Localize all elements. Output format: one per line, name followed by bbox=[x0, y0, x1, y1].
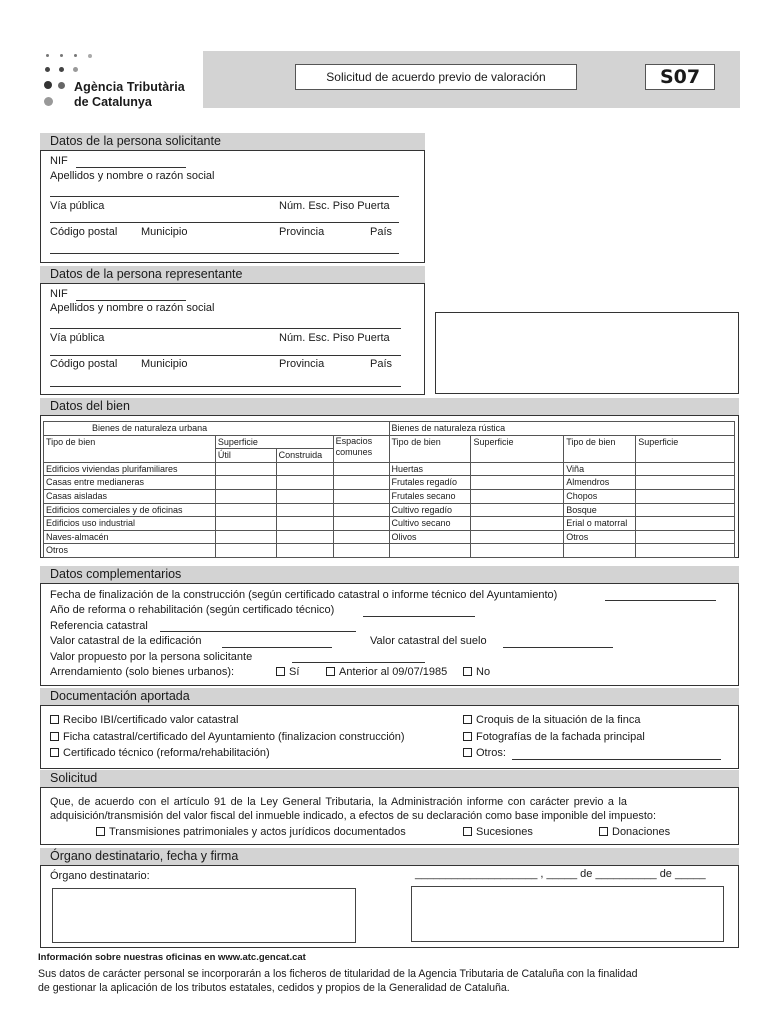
rep-pais-label: País bbox=[370, 358, 393, 370]
footer-privacy-1: Sus datos de carácter personal se incorporarán a los ficheros de titularidad de la Agencia Tributaria de Cataluña con la finalidad bbox=[38, 968, 638, 980]
table-cell-input[interactable] bbox=[215, 544, 276, 558]
checkbox-icon bbox=[50, 732, 59, 741]
solicitud-transmisiones[interactable]: Transmisiones patrimoniales y actos jurídicos documentados bbox=[96, 826, 406, 838]
table-cell-input[interactable] bbox=[636, 462, 735, 476]
rep-via-label: Vía pública bbox=[50, 332, 105, 344]
section-solicitud: Solicitud bbox=[40, 770, 739, 787]
rep-nombre-label: Apellidos y nombre o razón social bbox=[50, 302, 215, 314]
footer-privacy-2: de gestionar la aplicación de los tributos estatales, cedidos y propios de la Generalidad de Cataluña. bbox=[38, 982, 510, 994]
checkbox-icon bbox=[463, 715, 472, 724]
section-solicitante: Datos de la persona solicitante bbox=[40, 133, 425, 150]
municipio-label: Municipio bbox=[141, 226, 188, 238]
section-representante: Datos de la persona representante bbox=[40, 266, 425, 283]
checkbox-icon bbox=[599, 827, 608, 836]
table-cell-input[interactable] bbox=[636, 544, 735, 558]
table-cell-label: Chopos bbox=[564, 489, 636, 503]
arrend-anterior[interactable]: Anterior al 09/07/1985 bbox=[326, 666, 447, 678]
bien-table bbox=[43, 421, 735, 558]
checkbox-icon bbox=[463, 748, 472, 757]
table-cell-label: Huertas bbox=[389, 462, 471, 476]
valor-edif-field[interactable] bbox=[222, 647, 332, 648]
table-cell-input[interactable] bbox=[276, 476, 333, 490]
table-cell-input[interactable] bbox=[333, 530, 389, 544]
doc-recibo[interactable]: Recibo IBI/certificado valor catastral bbox=[50, 714, 238, 726]
espacios-header: Espacios comunes bbox=[333, 435, 389, 462]
nif-label: NIF bbox=[50, 155, 68, 167]
via-field[interactable] bbox=[50, 222, 399, 223]
table-cell-input[interactable] bbox=[276, 544, 333, 558]
table-cell-input[interactable] bbox=[636, 530, 735, 544]
reforma-field[interactable] bbox=[363, 616, 475, 617]
fecha-label: Fecha de finalización de la construcción (según certificado catastral o informe técnico del Ayuntamiento) bbox=[50, 589, 558, 601]
checkbox-icon bbox=[326, 667, 335, 676]
section-organo: Órgano destinatario, fecha y firma bbox=[40, 848, 739, 865]
form-code: S07 bbox=[645, 64, 715, 90]
table-cell-label: Otros bbox=[564, 530, 636, 544]
num-label: Núm. Esc. Piso Puerta bbox=[279, 200, 390, 212]
form-title: Solicitud de acuerdo previo de valoración bbox=[295, 64, 577, 90]
table-cell-label: Cultivo regadío bbox=[389, 503, 471, 517]
table-cell-input[interactable] bbox=[215, 476, 276, 490]
solicitud-donaciones[interactable]: Donaciones bbox=[599, 826, 670, 838]
table-cell-label: Viña bbox=[564, 462, 636, 476]
reforma-label: Año de reforma o rehabilitación (según certificado técnico) bbox=[50, 604, 335, 616]
rep-nif-label: NIF bbox=[50, 288, 68, 300]
table-cell-label: Casas aisladas bbox=[44, 489, 216, 503]
table-cell-label bbox=[389, 544, 471, 558]
checkbox-icon bbox=[50, 715, 59, 724]
table-cell-input[interactable] bbox=[636, 476, 735, 490]
nombre-label: Apellidos y nombre o razón social bbox=[50, 170, 215, 182]
cp-field[interactable] bbox=[50, 253, 399, 254]
rep-provincia-label: Provincia bbox=[279, 358, 325, 370]
section-bien: Datos del bien bbox=[40, 398, 739, 415]
agency-name-line2: de Catalunya bbox=[74, 95, 152, 109]
valor-prop-label: Valor propuesto por la persona solicitante bbox=[50, 651, 253, 663]
table-cell-input[interactable] bbox=[215, 530, 276, 544]
table-cell-label: Frutales regadío bbox=[389, 476, 471, 490]
rep-cp-label: Código postal bbox=[50, 358, 118, 370]
table-cell-input[interactable] bbox=[471, 544, 564, 558]
table-cell-label: Edificios viviendas plurifamiliares bbox=[44, 462, 216, 476]
table-row bbox=[44, 489, 735, 503]
section-complementarios: Datos complementarios bbox=[40, 566, 739, 583]
table-cell-label: Bosque bbox=[564, 503, 636, 517]
checkbox-icon bbox=[463, 827, 472, 836]
table-cell-label bbox=[564, 544, 636, 558]
nombre-field[interactable] bbox=[50, 196, 399, 197]
table-cell-input[interactable] bbox=[333, 517, 389, 531]
nif-field[interactable] bbox=[76, 167, 186, 168]
tipo-rustica2-header: Tipo de bien bbox=[564, 435, 636, 462]
table-cell-input[interactable] bbox=[215, 489, 276, 503]
arrend-si[interactable]: Sí bbox=[276, 666, 299, 678]
table-row bbox=[44, 530, 735, 544]
table-cell-input[interactable] bbox=[636, 489, 735, 503]
table-row bbox=[44, 517, 735, 531]
table-cell-input[interactable] bbox=[333, 503, 389, 517]
section-documentacion: Documentación aportada bbox=[40, 688, 739, 705]
doc-otros-field[interactable] bbox=[512, 759, 721, 760]
table-cell-label: Casas entre medianeras bbox=[44, 476, 216, 490]
table-cell-label: Almendros bbox=[564, 476, 636, 490]
rep-nif-field[interactable] bbox=[76, 300, 186, 301]
table-cell-input[interactable] bbox=[333, 462, 389, 476]
rep-num-label: Núm. Esc. Piso Puerta bbox=[279, 332, 390, 344]
agency-name: Agència Tributària bbox=[74, 80, 185, 94]
checkbox-icon bbox=[50, 748, 59, 757]
provincia-label: Provincia bbox=[279, 226, 325, 238]
doc-fotos[interactable]: Fotografías de la fachada principal bbox=[463, 731, 645, 743]
cp-label: Código postal bbox=[50, 226, 118, 238]
footer-info: Información sobre nuestras oficinas en www.atc.gencat.cat bbox=[38, 952, 306, 963]
table-cell-input[interactable] bbox=[636, 517, 735, 531]
solicitud-text-2: adquisición/transmisión del valor fiscal del inmueble indicado, a efectos de su declaración como base imponible del impuesto: bbox=[50, 810, 656, 822]
table-cell-input[interactable] bbox=[471, 476, 564, 490]
pais-label: País bbox=[370, 226, 393, 238]
fecha-firma-line[interactable]: ____________________ , _____ de __________ de _____ bbox=[415, 868, 706, 880]
valor-prop-field[interactable] bbox=[292, 662, 425, 663]
doc-otros[interactable]: Otros: bbox=[463, 747, 506, 759]
table-cell-input[interactable] bbox=[276, 489, 333, 503]
table-cell-input[interactable] bbox=[215, 517, 276, 531]
table-cell-label: Naves-almacén bbox=[44, 530, 216, 544]
table-cell-label: Edificios comerciales y de oficinas bbox=[44, 503, 216, 517]
table-cell-input[interactable] bbox=[215, 462, 276, 476]
rustica-header: Bienes de naturaleza rústica bbox=[389, 422, 734, 436]
table-cell-label: Frutales secano bbox=[389, 489, 471, 503]
doc-croquis[interactable]: Croquis de la situación de la finca bbox=[463, 714, 640, 726]
valor-suelo-label: Valor catastral del suelo bbox=[370, 635, 487, 647]
stamp-box bbox=[435, 312, 739, 394]
table-cell-label: Edificios uso industrial bbox=[44, 517, 216, 531]
doc-ficha[interactable]: Ficha catastral/certificado del Ayuntamiento (finalizacion construcción) bbox=[50, 731, 405, 743]
table-row bbox=[44, 544, 735, 558]
tipo-rustica-header: Tipo de bien bbox=[389, 435, 471, 462]
table-cell-input[interactable] bbox=[333, 489, 389, 503]
table-cell-input[interactable] bbox=[215, 503, 276, 517]
arrend-label: Arrendamiento (solo bienes urbanos): bbox=[50, 666, 235, 678]
table-cell-input[interactable] bbox=[471, 503, 564, 517]
table-cell-input[interactable] bbox=[333, 476, 389, 490]
table-cell-input[interactable] bbox=[276, 517, 333, 531]
solicitud-text-1: Que, de acuerdo con el artículo 91 de la Ley General Tributaria, la Administración informe con carácter previo a la bbox=[50, 796, 627, 808]
table-cell-input[interactable] bbox=[471, 530, 564, 544]
superficie-rustica-header: Superficie bbox=[471, 435, 564, 462]
superficie-header: Superficie bbox=[215, 435, 333, 449]
table-cell-input[interactable] bbox=[471, 489, 564, 503]
checkbox-icon bbox=[276, 667, 285, 676]
valor-edif-label: Valor catastral de la edificación bbox=[50, 635, 202, 647]
superficie-rustica2-header: Superficie bbox=[636, 435, 735, 462]
table-cell-input[interactable] bbox=[276, 503, 333, 517]
util-header: Útil bbox=[215, 449, 276, 463]
arrend-no[interactable]: No bbox=[463, 666, 490, 678]
table-cell-input[interactable] bbox=[333, 544, 389, 558]
solicitud-sucesiones[interactable]: Sucesiones bbox=[463, 826, 533, 838]
checkbox-icon bbox=[463, 732, 472, 741]
construida-header: Construida bbox=[276, 449, 333, 463]
rep-nombre-field[interactable] bbox=[50, 328, 401, 329]
table-cell-label: Erial o matorral bbox=[564, 517, 636, 531]
referencia-field[interactable] bbox=[160, 631, 356, 632]
rep-cp-field[interactable] bbox=[50, 386, 401, 387]
doc-certificado[interactable]: Certificado técnico (reforma/rehabilitación) bbox=[50, 747, 270, 759]
rep-via-field[interactable] bbox=[50, 355, 401, 356]
destinatario-field[interactable] bbox=[52, 888, 356, 943]
valor-suelo-field[interactable] bbox=[503, 647, 613, 648]
table-cell-input[interactable] bbox=[276, 530, 333, 544]
table-cell-input[interactable] bbox=[636, 503, 735, 517]
table-cell-label: Cultivo secano bbox=[389, 517, 471, 531]
table-cell-input[interactable] bbox=[471, 517, 564, 531]
urbana-header: Bienes de naturaleza urbana bbox=[44, 422, 390, 436]
table-row bbox=[44, 476, 735, 490]
table-cell-input[interactable] bbox=[471, 462, 564, 476]
table-cell-label: Otros bbox=[44, 544, 216, 558]
firma-field[interactable] bbox=[411, 886, 724, 942]
checkbox-icon bbox=[96, 827, 105, 836]
table-row bbox=[44, 462, 735, 476]
table-row bbox=[44, 503, 735, 517]
table-cell-label: Olivos bbox=[389, 530, 471, 544]
table-cell-input[interactable] bbox=[276, 462, 333, 476]
tipo-header: Tipo de bien bbox=[44, 435, 216, 462]
checkbox-icon bbox=[463, 667, 472, 676]
via-label: Vía pública bbox=[50, 200, 105, 212]
referencia-label: Referencia catastral bbox=[50, 620, 148, 632]
fecha-field[interactable] bbox=[605, 600, 716, 601]
rep-municipio-label: Municipio bbox=[141, 358, 188, 370]
destinatario-label: Órgano destinatario: bbox=[50, 870, 150, 882]
